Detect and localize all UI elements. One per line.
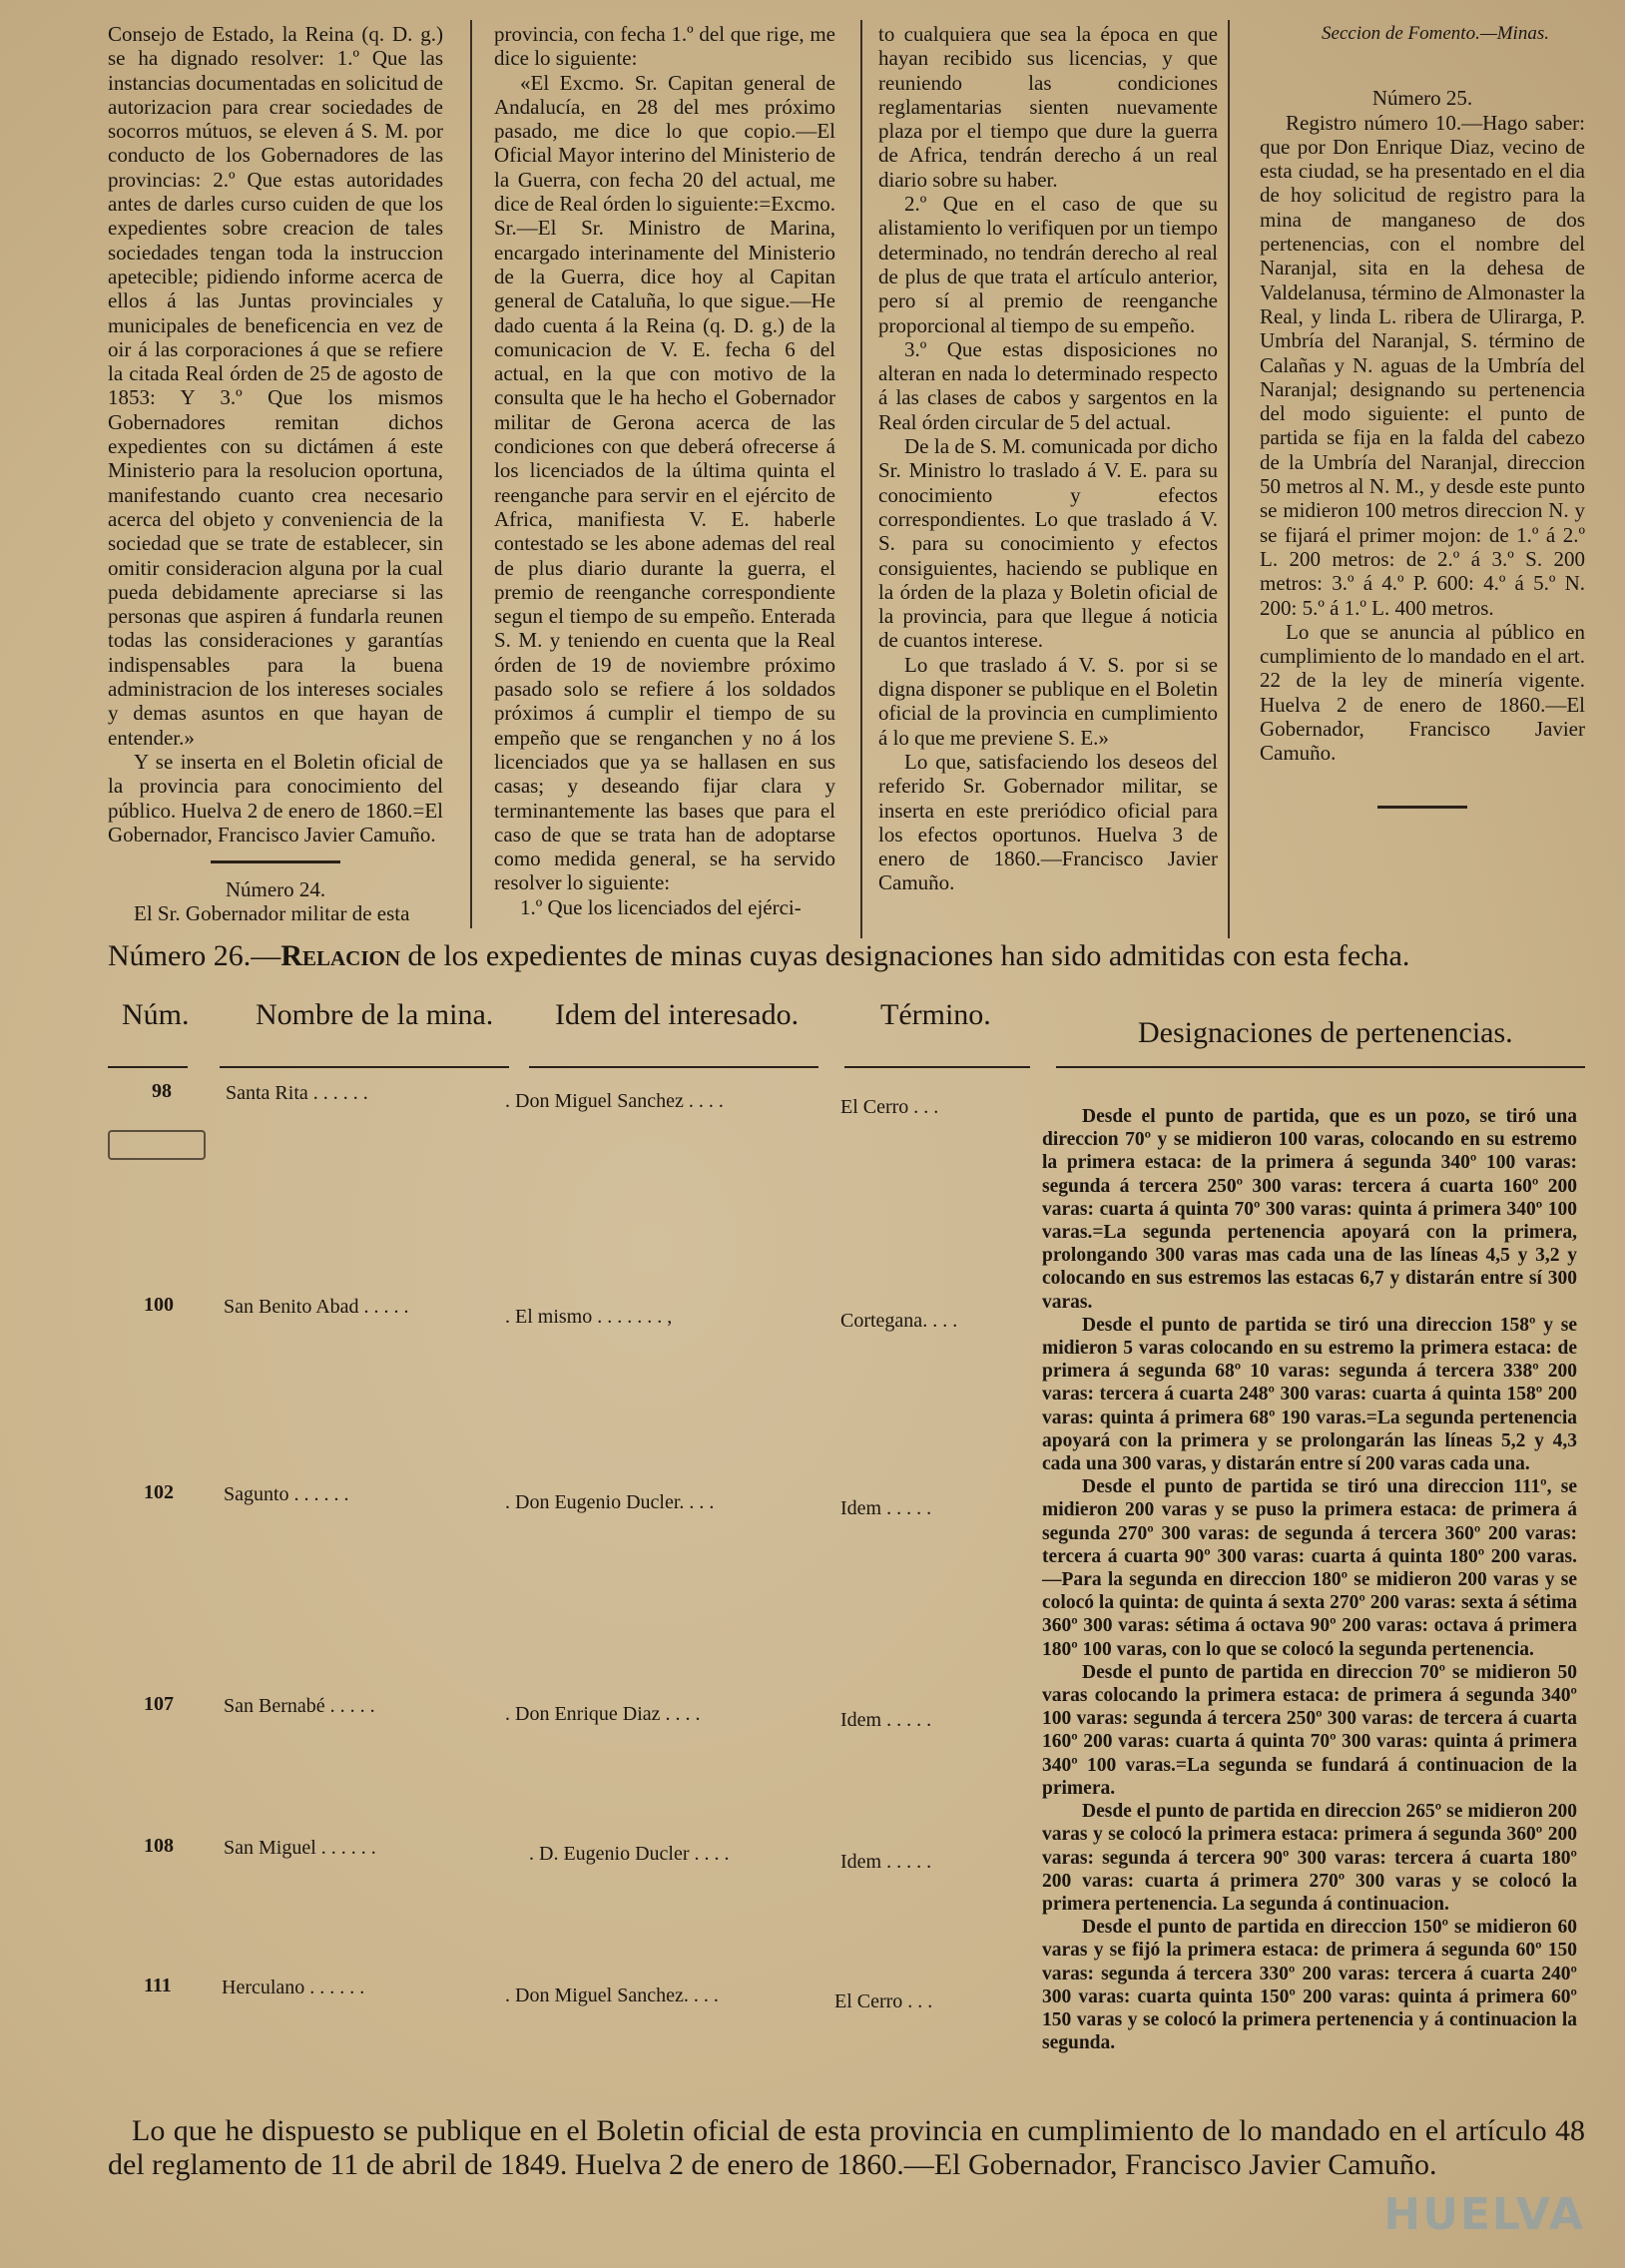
designacion-entry: Desde el punto de partida en direccion 70º se midieron 50 varas colocando la primera estaca: de primera á segunda 340º 100 varas: segunda á tercera 250º 300 varas: de tercera á cuarta 160º 200 varas: cuarta á quinta 70º 300 varas: quinta á primera 340º 100 varas.=La segunda se fundará á continuacion de la primera. — [1042, 1661, 1577, 1799]
header-designaciones: Designaciones de pertenencias. — [1138, 1016, 1513, 1049]
col3-paragraph: Lo que, satisfaciendo los deseos del referido Sr. Gobernador militar, se inserta en este preriódico oficial para los efectos oportunos. Huelva 3 de enero de 1860.—Francisco Javier Camuño. — [878, 749, 1218, 895]
col4-paragraph: Lo que se anuncia al público en cumplimiento de lo mandado en el art. 22 de la ley de minería vigente. Huelva 2 de enero de 1860.—El Gobernador, Francisco Javier Camuño. — [1260, 619, 1585, 766]
row-num: 111 — [144, 1975, 172, 1996]
row-num: 100 — [144, 1294, 174, 1316]
header-nombre-mina: Nombre de la mina. — [256, 998, 494, 1031]
col3-paragraph: to cualquiera que sea la época en que hayan recibido sus licencias, y que reuniendo las condiciones reglamentarias sienten nuevamente plaza por el tiempo que dure la guerra de Africa, tendrán derecho á un real diario sobre su haber. — [878, 22, 1218, 192]
column-rule — [1228, 20, 1230, 938]
col1-paragraph: Consejo de Estado, la Reina (q. D. g.) se ha dignado resolver: 1.º Que las instancias documentadas en solicitud de autorizacion para crear sociedades de socorros mútuos, se eleven á S. M. por conducto de los Gobernadores de las provincias: 2.º Que estas autoridades antes de darles curso cuiden de que los expedientes sobre creacion de tales sociedades tengan toda la instruccion apetecible; pidiendo informe acerca de ellos á las Juntas provinciales y municipales de beneficencia en vez de oir á las corporaciones á que se refiere la citada Real órden de 25 de agosto de 1853: Y 3.º Que los mismos Gobernadores remitan dichos expedientes con su dictámen á este Ministerio para la resolucion oportuna, manifestando cuanto crea necesario acerca del objeto y conveniencia de la sociedad que se trate de establecer, sin omitir consideracion alguna por la cual pueda debidamente apreciarse si las personas que aspiren á fundarla reunen todas las consideraciones y garantías indispensables para la buena administracion de los intereses sociales y demas asuntos en que hayan de entender.» — [108, 22, 443, 750]
row-num: 98 — [152, 1080, 172, 1102]
col1-paragraph: Y se inserta en el Boletin oficial de la provincia para conocimiento del público. Huelva 2 de enero de 1860.=El Gobernador, Francisco Javier Camuño. — [108, 749, 443, 847]
row-termino: El Cerro . . . — [834, 1990, 933, 2012]
designacion-entry: Desde el punto de partida en direccion 150º se midieron 60 varas y se fijó la primera estaca: de primera á segunda 60º 150 varas: segunda á tercera 330º 200 varas: tercera á cuarta 240º 300 varas: cuarta quinta 150º 200 varas: quinta á primera 60º 150 varas y se colocó la primera pertenencia y á continuacion la segunda. — [1042, 1917, 1577, 2054]
header-rule — [220, 1066, 509, 1068]
col1-paragraph: El Sr. Gobernador militar de esta — [134, 901, 410, 926]
row-termino: Cortegana. . . . — [840, 1310, 958, 1332]
footer-paragraph — [108, 2114, 1585, 2182]
row-mina: San Miguel . . . . . . — [224, 1837, 376, 1859]
row-termino: Idem . . . . . — [840, 1497, 932, 1519]
row-termino: Idem . . . . . — [840, 1851, 932, 1873]
stamp-mark — [108, 1130, 206, 1160]
column-4 — [1260, 22, 1585, 823]
col2-paragraph: «El Excmo. Sr. Capitan general de Andalucía, en 28 del mes próximo pasado, me dice lo que copio.—El Oficial Mayor interino del Ministerio de la Guerra, con fecha 20 del actual, me dice de Real órden lo siguiente:=Excmo. Sr.—El Sr. Ministro de Marina, encargado interinamente del Ministerio de la Guerra, dice hoy al Capitan general de Cataluña, lo que sigue.—He dado cuenta á la Reina (q. D. g.) de la comunicacion de V. E. fecha 6 del actual, en la que con motivo de la consulta que le ha hecho el Gobernador militar de Gerona acerca de las condiciones con que deberá ofrecerse á los licenciados de la última quinta el reenganche para servir en el ejército de Africa, manifiesta V. E. haberle contestado se les abone ademas del real de plus diario durante la guerra, el premio de reenganche correspondiente segun el tiempo de su empeño. Enterada S. M. y teniendo en cuenta que la Real órden de 19 de noviembre próximo pasado solo se refiere á los soldados próximos á cumplir el tiempo de su empeño que se renganchen y no á los licenciados que ya se hallasen en sus casas; y deseando fijar clara y terminantemente las bases que para el caso de que se trata han de adoptarse como medida general, se ha servido resolver lo siguiente: — [494, 70, 835, 895]
divider — [1377, 806, 1467, 809]
row-mina: Sagunto . . . . . . — [224, 1483, 349, 1505]
column-1 — [108, 22, 443, 926]
designacion-entry: Desde el punto de partida, que es un pozo, se tiró una direccion 70º y se midieron 100 varas, colocando en su estremo la primera estaca: de la primera á segunda 340º 100 varas: segunda á tercera 250º 300 varas: tercera á cuarta 160º 200 varas: cuarta á quinta 70º 300 varas: quinta á primera 340º 100 varas.=La segunda pertenencia apoyará con la primera, prolongando 300 varas mas cada una de las líneas 4,5 y 3,2 y colocando en sus estremos las estacas 6,7 y distarán entre sí 300 varas. — [1042, 1106, 1577, 1313]
col2-paragraph: provincia, con fecha 1.º del que rige, me dice lo siguiente: — [494, 22, 835, 71]
row-interesado: . El mismo . . . . . . . , — [505, 1306, 673, 1328]
designacion-entry: Desde el punto de partida se tiró una direccion 158º y se midieron 5 varas colocando en su estremo la primera estaca: de primera á segunda 68º 10 varas: segunda á tercera 338º 200 varas: tercera á cuarta 248º 300 varas: cuarta á quinta 158º 200 varas: quinta á primera 68º 190 varas.=La segunda pertenencia apoyará con la primera y se prolongarán las líneas 5,2 y 4,3 cada una 300 varas, y distarán entre sí 200 varas cada una. — [1042, 1314, 1577, 1475]
header-rule — [1056, 1066, 1585, 1068]
designacion-entry: Desde el punto de partida en direccion 265º se midieron 200 varas y se colocó la primera estaca: primera á segunda 360º 200 varas: segunda á tercera 90º 300 varas: tercera á cuarta 180º 200 varas: cuarta á primera 270º 300 varas y se colocó la primera pertenencia. La segunda á continuacion. — [1042, 1801, 1577, 1915]
row-num: 107 — [144, 1693, 174, 1715]
row-num: 108 — [144, 1835, 174, 1857]
col3-paragraph: De la de S. M. comunicada por dicho Sr. Ministro lo traslado á V. E. para su conocimiento y efectos correspondientes. Lo que traslado á V. S. para su conocimiento y efectos consiguientes, haciendo se publique en la órden de la plaza y Boletin oficial de la provincia, para que llegue á noticia de cuantos interese. — [878, 434, 1218, 653]
column-3 — [878, 22, 1218, 895]
header-num: Núm. — [122, 998, 190, 1031]
row-mina: Santa Rita . . . . . . — [226, 1082, 368, 1104]
header-interesado: Idem del interesado. — [555, 998, 800, 1031]
row-num: 102 — [144, 1481, 174, 1503]
col2-paragraph: 1.º Que los licenciados del ejérci- — [520, 894, 802, 919]
column-rule — [470, 20, 472, 928]
header-rule — [108, 1066, 188, 1068]
row-interesado: . Don Miguel Sanchez . . . . — [505, 1090, 724, 1112]
row-mina: Herculano . . . . . . — [222, 1977, 365, 1998]
section-header: Seccion de Fomento.—Minas. — [1322, 23, 1549, 44]
designaciones-column — [1042, 1105, 1577, 2054]
col4-paragraph: Registro número 10.—Hago saber: que por Don Enrique Diaz, vecino de esta ciudad, se ha presentado en el dia de hoy solicitud de registro para la mina de manganeso de dos pertenencias, con el nombre del Naranjal, sita en la dehesa de Valdelanusa, término de Almonaster la Real, y linda L. ribera de Ulirarga, P. Umbría del Naranjal, S. término de Calañas y N. aguas de la Umbría del Naranjal; designando su pertenencia del modo siguiente: el punto de partida se fija en la falda del cabezo de la Umbría del Naranjal, direccion 50 metros al N. M., y desde este punto se midieron 100 metros direccion N. y se fijará el primer mojon: de 1.º á 2.º L. 200 metros: de 2.º á 3.º S. 200 metros: 3.º á 4.º P. 600: 4.º á 5.º N. 200: 5.º á 1.º L. 400 metros. — [1260, 110, 1585, 620]
row-mina: San Bernabé . . . . . — [224, 1695, 375, 1717]
relacion-rest: de los expedientes de minas cuyas designaciones han sido admitidas con esta fecha. — [400, 939, 1410, 972]
footer-text: Lo que he dispuesto se publique en el Boletin oficial de esta provincia en cumplimiento de lo mandado en el artículo 48 del reglamento de 11 de abril de 1849. Huelva 2 de enero de 1860.—El Gobernador, Francisco Javier Camuño. — [108, 2114, 1585, 2181]
col3-paragraph: Lo que traslado á V. S. por si se digna disponer se publique en el Boletin oficial de la provincia en cumplimiento á lo que me previene S. E.» — [878, 652, 1218, 750]
col3-paragraph: 2.º Que en el caso de que su alistamiento lo verifiquen por un tiempo determinado, no tendrán derecho al real de plus de que trata el artículo anterior, pero sí al premio de reenganche proporcional al tiempo de su empeño. — [878, 192, 1218, 337]
header-rule — [529, 1066, 818, 1068]
divider — [211, 860, 340, 863]
col3-paragraph: 3.º Que estas disposiciones no alteran en nada lo determinado respecto á las clases de cabos y sargentos en la Real órden circular de 5 del actual. — [878, 336, 1218, 434]
header-termino: Término. — [880, 998, 991, 1031]
header-rule — [844, 1066, 1030, 1068]
numero-24-heading: Número 24. — [225, 877, 326, 902]
row-interesado: . Don Enrique Diaz . . . . — [505, 1703, 701, 1725]
row-termino: El Cerro . . . — [840, 1096, 939, 1118]
designacion-entry: Desde el punto de partida se tiró una direccion 111º, se midieron 200 varas y se puso la primera estaca: de primera á segunda 270º 300 varas: de segunda á tercera 360º 200 varas: tercera á cuarta 90º 300 varas: cuarta á quinta 180º 200 varas.—Para la segunda en direccion 180º se midieron 200 varas y se colocó la quinta: de quinta á sexta 270º 200 varas: sexta á sétima 360º 300 varas: sétima á octava 90º 200 varas: octava á primera 180º 100 varas, con lo que se colocó la segunda pertenencia. — [1042, 1476, 1577, 1660]
row-interesado: . D. Eugenio Ducler . . . . — [529, 1843, 730, 1865]
relacion-prefix: Número 26.— — [108, 939, 281, 972]
relacion-smallcaps: Relacion — [280, 939, 400, 972]
row-interesado: . Don Miguel Sanchez. . . . — [505, 1984, 719, 2006]
column-2 — [494, 22, 835, 919]
column-rule — [860, 20, 862, 938]
numero-25-heading: Número 25. — [1371, 86, 1473, 111]
row-interesado: . Don Eugenio Ducler. . . . — [505, 1491, 715, 1513]
watermark-logo: HUELVA — [1383, 2189, 1585, 2240]
row-termino: Idem . . . . . — [840, 1709, 932, 1731]
relacion-heading — [108, 938, 1585, 974]
row-mina: San Benito Abad . . . . . — [224, 1296, 409, 1318]
